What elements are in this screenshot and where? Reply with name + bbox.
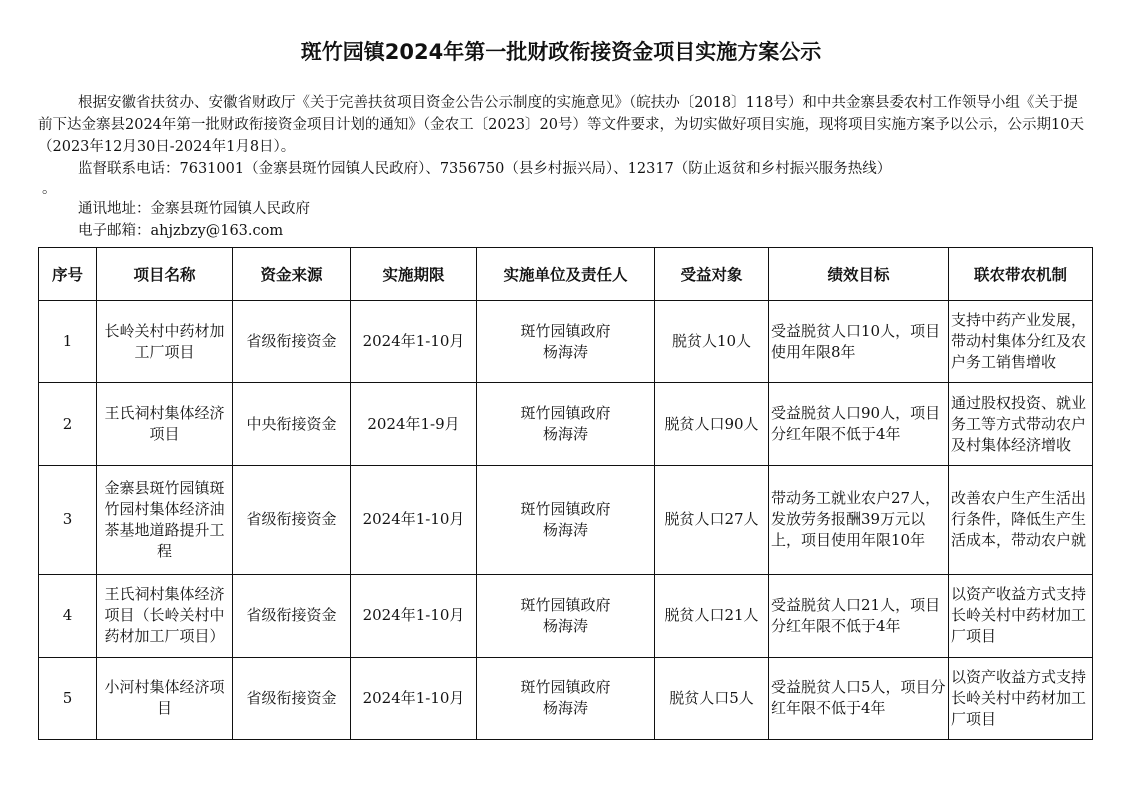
responsible-person: 杨海涛 (542, 616, 588, 635)
cell-no: 1 (39, 301, 97, 383)
address-text: 通讯地址：金寨县斑竹园镇人民政府 (78, 201, 310, 217)
table-header-row (39, 248, 1093, 301)
header-goal: 绩效目标 (769, 248, 949, 301)
responsible-person: 杨海涛 (542, 699, 588, 718)
cell-beneficiary: 脱贫人口90人 (655, 383, 769, 465)
header-unit: 实施单位及责任人 (477, 248, 655, 301)
cell-mechanism (949, 301, 1093, 383)
cell-goal: 受益脱贫人口21人，项目分红年限不低于4年 (769, 575, 949, 657)
page-title: 斑竹园镇2024年第一批财政衔接资金项目实施方案公示 (300, 40, 822, 64)
cell-source: 省级衔接资金 (233, 657, 351, 739)
cell-mechanism (949, 575, 1093, 657)
responsible-person: 杨海涛 (542, 520, 588, 539)
cell-unit (477, 301, 655, 383)
cell-mechanism (949, 657, 1093, 739)
cell-goal: 受益脱贫人口10人，项目使用年限8年 (769, 301, 949, 383)
cell-unit (477, 657, 655, 739)
header-mechanism: 联农带农机制 (949, 248, 1093, 301)
cell-no: 3 (39, 465, 97, 574)
cell-beneficiary: 脱贫人口5人 (655, 657, 769, 739)
cell-beneficiary: 脱贫人口27人 (655, 465, 769, 574)
cell-source: 省级衔接资金 (233, 301, 351, 383)
cell-unit (477, 575, 655, 657)
responsible-person: 杨海涛 (542, 342, 588, 361)
table-row (39, 465, 1093, 574)
responsible-person: 杨海涛 (542, 425, 588, 444)
table-row (39, 383, 1093, 465)
cell-no: 5 (39, 657, 97, 739)
cell-goal: 受益脱贫人口5人，项目分红年限不低于4年 (769, 657, 949, 739)
cell-unit (477, 383, 655, 465)
mechanism-text: 以资产收益方式支持长岭关村中药材加工厂项目 (951, 585, 1087, 646)
intro-section (38, 92, 1090, 242)
hotline-text: 监督联系电话：7631001（金寨县斑竹园镇人民政府）、7356750（县乡村振兴局）、12317（防止返贫和乡村振兴服务热线） (78, 161, 892, 177)
unit-name: 斑竹园镇政府 (520, 321, 611, 340)
unit-name: 斑竹园镇政府 (520, 595, 611, 614)
cell-name: 小河村集体经济项目 (97, 657, 233, 739)
header-beneficiary: 受益对象 (655, 248, 769, 301)
cell-period: 2024年1-10月 (351, 465, 477, 574)
cell-mechanism (949, 465, 1093, 574)
header-source: 资金来源 (233, 248, 351, 301)
cell-name: 金寨县斑竹园镇斑竹园村集体经济油茶基地道路提升工程 (97, 465, 233, 574)
cell-mechanism (949, 383, 1093, 465)
cell-beneficiary: 脱贫人10人 (655, 301, 769, 383)
email-text: 电子邮箱：ahjzbzy@163.com (78, 223, 284, 239)
intro-paragraph: 根据安徽省扶贫办、安徽省财政厅《关于完善扶贫项目资金公告公示制度的实施意见》（皖扶办〔2018〕118号）和中共金寨县委农村工作领导小组《关于提前下达金寨县2024年第一批财政衔接资金项目计划的通知》（金农工〔2023〕20号）等文件要求，为切实做好项目实施，现将项目实施方案予以公示，公示期10天（2023年12月30日-2024年1月8日）。 (38, 95, 1084, 155)
cell-period: 2024年1-10月 (351, 657, 477, 739)
cell-period: 2024年1-10月 (351, 575, 477, 657)
unit-name: 斑竹园镇政府 (520, 678, 611, 697)
cell-period: 2024年1-9月 (351, 383, 477, 465)
mechanism-text: 支持中药产业发展，带动村集体分红及农户务工销售增收 (951, 311, 1087, 372)
cell-no: 4 (39, 575, 97, 657)
cell-name: 王氏祠村集体经济项目 (97, 383, 233, 465)
header-period: 实施期限 (351, 248, 477, 301)
unit-name: 斑竹园镇政府 (520, 499, 611, 518)
cell-goal: 带动务工就业农户27人，发放劳务报酬39万元以上，项目使用年限10年 (769, 465, 949, 574)
cell-source: 省级衔接资金 (233, 575, 351, 657)
table-row (39, 575, 1093, 657)
hotline-tail: 。 (42, 181, 57, 197)
header-no: 序号 (39, 248, 97, 301)
project-table (38, 247, 1093, 740)
cell-beneficiary: 脱贫人口21人 (655, 575, 769, 657)
cell-source: 省级衔接资金 (233, 465, 351, 574)
cell-source: 中央衔接资金 (233, 383, 351, 465)
mechanism-text: 改善农户生产生活出行条件，降低生产生活成本，带动农户就 (951, 489, 1087, 550)
cell-name: 长岭关村中药材加工厂项目 (97, 301, 233, 383)
header-name: 项目名称 (97, 248, 233, 301)
mechanism-text: 通过股权投资、就业务工等方式带动农户及村集体经济增收 (951, 393, 1087, 454)
unit-name: 斑竹园镇政府 (520, 404, 611, 423)
cell-unit (477, 465, 655, 574)
cell-no: 2 (39, 383, 97, 465)
mechanism-text: 以资产收益方式支持长岭关村中药材加工厂项目 (951, 667, 1087, 728)
table-row (39, 301, 1093, 383)
cell-period: 2024年1-10月 (351, 301, 477, 383)
table-row (39, 657, 1093, 739)
cell-goal: 受益脱贫人口90人，项目分红年限不低于4年 (769, 383, 949, 465)
cell-name: 王氏祠村集体经济项目（长岭关村中药材加工厂项目） (97, 575, 233, 657)
